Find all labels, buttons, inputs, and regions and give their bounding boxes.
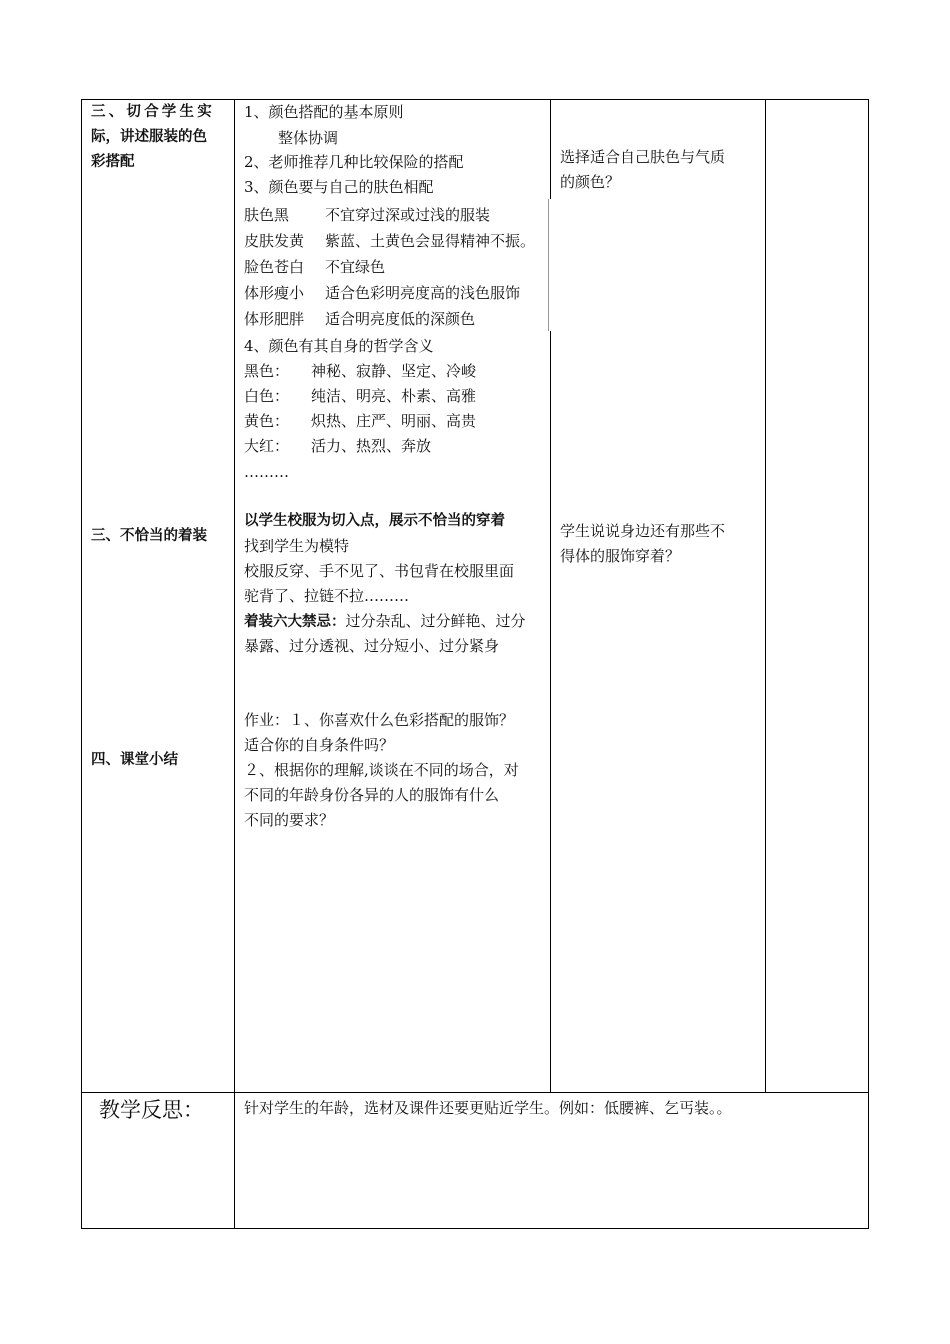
color-label-4: 大红： (244, 437, 290, 455)
reflection-row-divider (81, 1092, 869, 1093)
content-item-3: 3、颜色要与自己的肤色相配 (244, 178, 434, 196)
skin-label-2: 皮肤发黄 (244, 232, 305, 250)
color-desc-1: 神秘、寂静、坚定、冷峻 (311, 362, 477, 380)
uniform-line-2: 校服反穿、手不见了、书包背在校服里面 (244, 562, 515, 580)
taboo-label: 着装六大禁忌： (244, 614, 346, 630)
section-3b-title: 三、不恰当的着装 (91, 528, 207, 544)
reflection-label: 教学反思： (99, 1098, 204, 1122)
color-desc-3: 炽热、庄严、明丽、高贵 (311, 412, 477, 430)
table-border-right (868, 99, 869, 1229)
homework-line-5: 不同的要求？ (244, 811, 335, 829)
activity-1-line-1: 选择适合自己肤色与气质 (560, 148, 726, 166)
activity-1-line-2: 的颜色？ (560, 173, 621, 191)
section-3-title-line3: 彩搭配 (91, 154, 135, 170)
content-item-4: 4、颜色有其自身的哲学含义 (244, 337, 434, 355)
color-desc-4: 活力、热烈、奔放 (311, 437, 432, 455)
color-label-1: 黑色： (244, 362, 290, 380)
skin-desc-3: 不宜绿色 (325, 258, 386, 276)
skin-desc-5: 适合明亮度低的深颜色 (325, 310, 476, 328)
column-divider-1 (234, 99, 235, 1229)
color-label-3: 黄色： (244, 412, 290, 430)
content-item-1-sub: 整体协调 (278, 129, 339, 147)
content-item-2: 2、老师推荐几种比较保险的搭配 (244, 153, 464, 171)
section-4-title: 四、课堂小结 (91, 752, 178, 768)
column-divider-3 (765, 99, 766, 1093)
uniform-line-3: 驼背了、拉链不拉……… (244, 587, 410, 605)
skin-label-3: 脸色苍白 (244, 258, 305, 276)
skin-desc-4: 适合色彩明亮度高的浅色服饰 (325, 284, 521, 302)
skin-label-5: 体形肥胖 (244, 310, 305, 328)
skin-desc-1: 不宜穿过深或过浅的服装 (325, 206, 491, 224)
content-item-1: 1、颜色搭配的基本原则 (244, 103, 404, 121)
section-3-title-line2: 际，讲述服装的色 (91, 129, 207, 145)
divider-tick-1 (548, 199, 549, 331)
skin-desc-2: 紫蓝、土黄色会显得精神不振。 (325, 232, 536, 250)
taboo-text-1: 过分杂乱、过分鲜艳、过分 (345, 612, 526, 630)
content-ellipsis: ……… (244, 463, 289, 481)
homework-line-2: 适合你的自身条件吗？ (244, 736, 395, 754)
table-border-bottom (81, 1228, 869, 1229)
homework-line-1: 作业：１、你喜欢什么色彩搭配的服饰？ (244, 711, 515, 729)
homework-line-3: ２、根据你的理解,谈谈在不同的场合，对 (244, 761, 519, 779)
reflection-text: 针对学生的年龄，选材及课件还要更贴近学生。例如：低腰裤、乞丐装。。 (244, 1099, 732, 1117)
color-desc-2: 纯洁、明亮、朴素、高雅 (311, 387, 477, 405)
divider-gap-1 (549, 199, 552, 331)
table-border-top (81, 99, 869, 100)
taboo-line-1 (244, 611, 526, 632)
uniform-title: 以学生校服为切入点，展示不恰当的穿着 (244, 513, 505, 529)
activity-2-line-1: 学生说说身边还有那些不 (560, 522, 726, 540)
section-3-title-line1: 三、切合学生实 (91, 104, 215, 120)
color-label-2: 白色： (244, 387, 290, 405)
skin-label-1: 肤色黑 (244, 206, 290, 224)
homework-line-4: 不同的年龄身份各异的人的服饰有什么 (244, 786, 500, 804)
uniform-line-1: 找到学生为模特 (244, 537, 350, 555)
skin-label-4: 体形瘦小 (244, 284, 305, 302)
taboo-line-2: 暴露、过分透视、过分短小、过分紧身 (244, 637, 500, 655)
table-border-left (81, 99, 82, 1229)
activity-2-line-2: 得体的服饰穿着？ (560, 547, 681, 565)
